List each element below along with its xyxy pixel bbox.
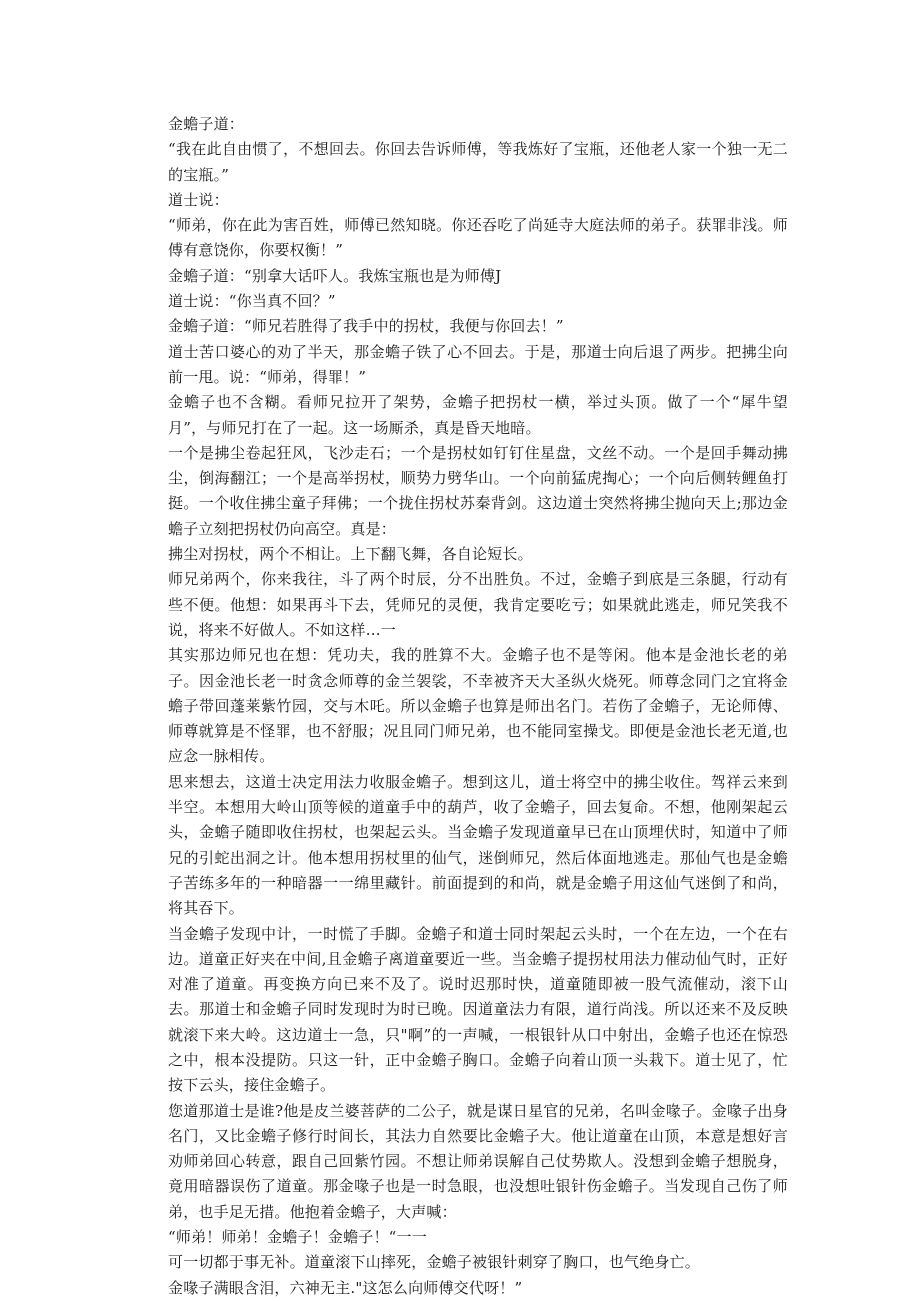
paragraph: 金蟾子也不含糊。看师兄拉开了架势，金蟾子把拐杖一横，举过头顶。做了一个“犀牛望月”，与师兄打在了一起。这一场厮杀，真是昏天地暗。 [168, 393, 788, 437]
paragraph: “师弟！师弟！金蟾子！金蟾子！“一一 [168, 1228, 427, 1247]
paragraph: 金喙子满眼含泪，六神无主."这怎么向师傅交代呀！” [168, 1278, 523, 1297]
paragraph: 金蟾子道：“别拿大话吓人。我炼宝瓶也是为师傅J [168, 266, 502, 285]
document-body [168, 112, 788, 1301]
paragraph: 思来想去，这道士决定用法力收服金蟾子。想到这儿，道士将空中的拂尘收住。驾祥云来到半空。本想用大岭山顶等候的道童手中的葫芦，收了金蟾子，回去复命。不想，他刚架起云头，金蟾子随即收住拐杖，也架起云头。当金蟾子发现道童早已在山顶埋伏时，知道中了师兄的引蛇出洞之计。他本想用拐杖里的仙气，迷倒师兄，然后体面地逃走。那仙气也是金蟾子苦练多年的一种暗器一一绵里藏针。前面提到的和尚，就是金蟾子用这仙气迷倒了和尚，将其吞下。 [168, 772, 788, 918]
paragraph: 可一切都于事无补。道童滚下山摔死，金蟾子被银针刺穿了胸口，也气绝身亡。 [168, 1253, 701, 1272]
paragraph: 道士说： [168, 190, 229, 209]
paragraph: 一个是拂尘卷起狂风，飞沙走石；一个是拐杖如钉钉住星盘，文丝不动。一个是回手舞动拂尘，倒海翻江；一个是高举拐杖，顺势力劈华山。一个向前猛虎掏心；一个向后侧转鲤鱼打挺。一个收住拂尘童子拜佛；一个拢住拐杖苏秦背剑。这边道士突然将拂尘抛向天上;那边金蟾子立刻把拐杖仍向高空。真是： [168, 443, 788, 538]
paragraph: 其实那边师兄也在想：凭功夫，我的胜算不大。金蟾子也不是等闲。他本是金池长老的弟子。因金池长老一时贪念师尊的金兰袈裟，不幸被齐天大圣纵火烧死。师尊念同门之宜将金蟾子带回蓬莱紫竹园，交与木吒。所以金蟾子也算是师出名门。若伤了金蟾子，无论师傅、师尊就算是不怪罪，也不舒服；况且同门师兄弟，也不能同室操戈。即便是金池长老无道,也应念一脉相传。 [168, 646, 788, 766]
paragraph: 金蟾子道： [168, 115, 245, 133]
paragraph: 道士说：“你当真不回？” [168, 292, 336, 311]
paragraph: 您道那道士是谁?他是皮兰婆菩萨的二公子，就是谋日星官的兄弟，名叫金喙子。金喙子出身名门，又比金蟾子修行时间长，其法力自然要比金蟾子大。他让道童在山顶，本意是想好言劝师弟回心转意，跟自己回紫竹园。不想让师弟误解自己仗势欺人。没想到金蟾子想脱身，竟用暗器误伤了道童。那金喙子也是一时急眼，也没想吐银针伤金蟾子。当发现自己伤了师弟，也手足无措。他抱着金蟾子，大声喊： [168, 1101, 788, 1221]
paragraph: 道士苦口婆心的劝了半天，那金蟾子铁了心不回去。于是，那道士向后退了两步。把拂尘向前一甩。说：“师弟，得罪！” [168, 342, 788, 386]
paragraph: 师兄弟两个，你来我往，斗了两个时辰，分不出胜负。不过，金蟾子到底是三条腿，行动有些不便。他想：如果再斗下去，凭师兄的灵便，我肯定要吃亏；如果就此逃走，师兄笑我不说，将来不好做人。不如这样…一 [168, 570, 788, 639]
paragraph: “师弟，你在此为害百姓，师傅已然知晓。你还吞吃了尚延寺大庭法师的弟子。获罪非浅。师傅有意饶你，你要权衡！” [168, 216, 788, 260]
paragraph: 金蟾子道：“师兄若胜得了我手中的拐杖，我便与你回去！” [168, 317, 564, 336]
paragraph: “我在此自由惯了，不想回去。你回去告诉师傅，等我炼好了宝瓶，还他老人家一个独一无二的宝瓶。” [168, 140, 788, 184]
paragraph: 拂尘对拐杖，两个不相让。上下翻飞舞，各自论短长。 [168, 545, 533, 564]
paragraph: 当金蟾子发现中计，一时慌了手脚。金蟾子和道士同时架起云头时，一个在左边，一个在右边。道童正好夹在中间,且金蟾子离道童要近一些。当金蟾子提拐杖用法力催动仙气时，正好对准了道童。再变换方向已来不及了。说时迟那时快，道童随即被一股气流催动，滚下山去。那道士和金蟾子同时发现时为时已晚。因道童法力有限，道行尚浅。所以还来不及反映就滚下来大岭。这边道士一急，只"啊”的一声喊，一根银针从口中射出，金蟾子也还在惊恐之中，根本没提防。只这一针，正中金蟾子胸口。金蟾子向着山顶一头栽下。道士见了，忙按下云头，接住金蟾子。 [168, 924, 788, 1095]
